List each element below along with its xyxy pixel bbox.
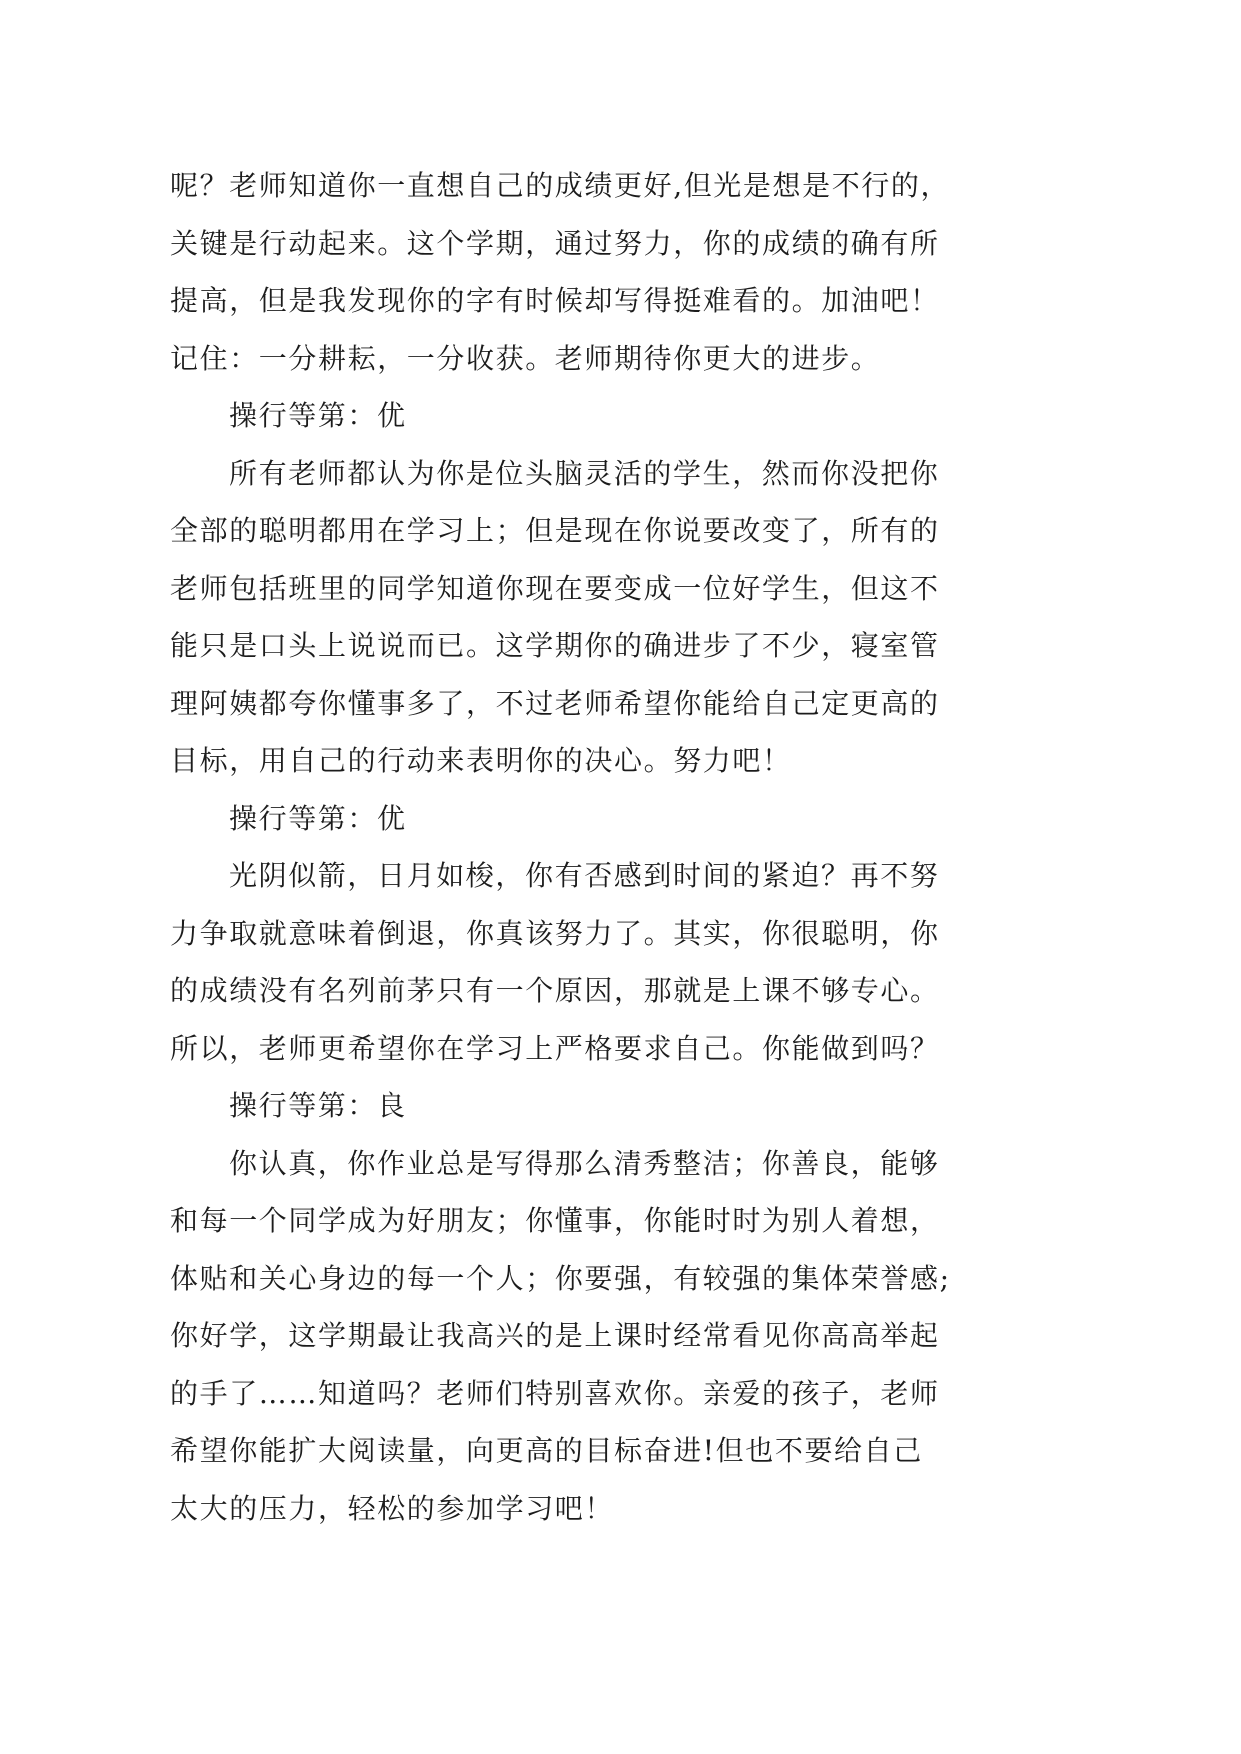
comment-line: 老师包括班里的同学知道你现在要变成一位好学生，但这不 xyxy=(170,571,940,605)
comment-line: 光阴似箭，日月如梭，你有否感到时间的紧迫？再不努 xyxy=(229,859,940,892)
conduct-grade-label: 操行等第： xyxy=(229,399,378,432)
comment-line: 和每一个同学成为好朋友；你懂事，你能时时为别人着想， xyxy=(170,1204,940,1237)
comment-line: 你好学，这学期最让我高兴的是上课时经常看见你高高举起 xyxy=(170,1319,940,1352)
comment-line: 希望你能扩大阅读量，向更高的目标奋进!但也不要给自己 xyxy=(170,1434,923,1467)
conduct-grade xyxy=(170,387,1070,445)
comment-line: 理阿姨都夸你懂事多了，不过老师希望你能给自己定更高的 xyxy=(170,686,940,720)
comment-line: 体贴和关心身边的每一个人；你要强，有较强的集体荣誉感; xyxy=(170,1261,951,1295)
conduct-grade-label: 操行等第： xyxy=(229,801,378,835)
document-body xyxy=(170,157,1070,1537)
comment-line: 能只是口头上说说而已。这学期你的确进步了不少，寝室管 xyxy=(170,629,940,662)
comment-line: 全部的聪明都用在学习上；但是现在你说要改变了，所有的 xyxy=(170,514,940,547)
comment-paragraph xyxy=(170,847,1070,1077)
conduct-grade xyxy=(170,790,1070,848)
comment-line: 的成绩没有名列前茅只有一个原因，那就是上课不够专心。 xyxy=(170,974,940,1007)
comment-line: 关键是行动起来。这个学期，通过努力，你的成绩的确有所 xyxy=(170,226,940,260)
comment-paragraph xyxy=(170,1135,1070,1538)
comment-line: 提高，但是我发现你的字有时候却写得挺难看的。加油吧！ xyxy=(170,284,940,317)
comment-paragraph xyxy=(170,157,1070,387)
comment-line: 记住：一分耕耘，一分收获。老师期待你更大的进步。 xyxy=(170,341,881,375)
comment-line: 所以，老师更希望你在学习上严格要求自己。你能做到吗？ xyxy=(170,1031,940,1065)
comment-line: 的手了……知道吗？老师们特别喜欢你。亲爱的孩子，老师 xyxy=(170,1376,940,1410)
comment-paragraph xyxy=(170,445,1070,790)
conduct-grade-value: 优 xyxy=(377,399,407,432)
comment-line: 力争取就意味着倒退，你真该努力了。其实，你很聪明，你 xyxy=(170,916,940,950)
conduct-grade xyxy=(170,1077,1070,1135)
comment-line: 太大的压力，轻松的参加学习吧！ xyxy=(170,1491,615,1525)
comment-line: 目标，用自己的行动来表明你的决心。努力吧！ xyxy=(170,744,792,777)
comment-line: 所有老师都认为你是位头脑灵活的学生，然而你没把你 xyxy=(229,456,940,490)
conduct-grade-label: 操行等第： xyxy=(229,1089,378,1122)
conduct-grade-value: 良 xyxy=(377,1089,407,1122)
comment-line: 你认真，你作业总是写得那么清秀整洁；你善良，能够 xyxy=(229,1146,940,1180)
conduct-grade-value: 优 xyxy=(377,801,407,835)
comment-line: 呢？老师知道你一直想自己的成绩更好,但光是想是不行的， xyxy=(170,169,951,202)
